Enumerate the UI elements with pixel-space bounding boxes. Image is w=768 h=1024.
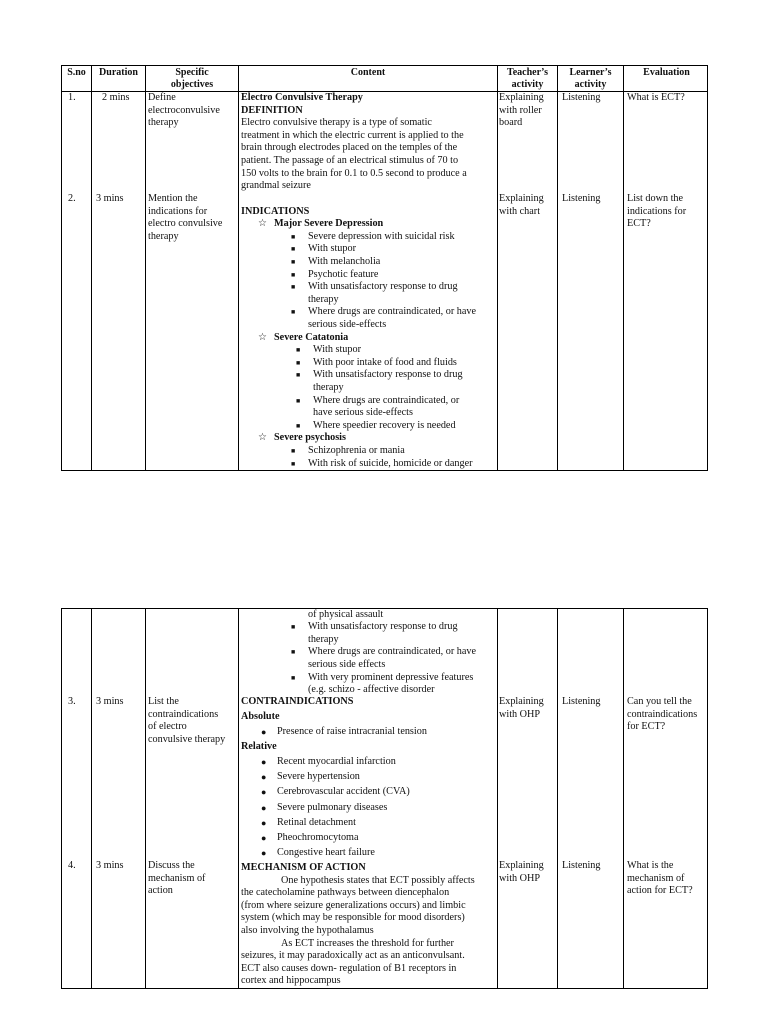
star-bullet-icon: ☆ bbox=[258, 331, 267, 343]
learner-activity: Listening bbox=[562, 193, 601, 204]
square-bullet-icon: ■ bbox=[296, 421, 301, 430]
round-bullet-icon: ● bbox=[261, 848, 267, 859]
square-bullet-icon: ■ bbox=[291, 308, 296, 317]
content-list-item: Severe depression with suicidal risk bbox=[308, 230, 455, 242]
evaluation-question: What is ECT? bbox=[627, 92, 685, 103]
column-divider bbox=[557, 609, 558, 988]
row-objective: indications for bbox=[148, 205, 208, 217]
row-objective: electroconvulsive bbox=[148, 104, 220, 116]
content-list-item: therapy bbox=[308, 633, 339, 645]
evaluation-question: List down the bbox=[627, 193, 684, 204]
content-text: (from where seizure generalizations occurs) and limbic bbox=[241, 899, 466, 911]
content-list-item: With melancholia bbox=[308, 256, 381, 267]
content-text: As ECT increases the threshold for further bbox=[281, 937, 454, 949]
star-bullet-icon: ☆ bbox=[258, 218, 267, 230]
content-list-item: Cerebrovascular accident (CVA) bbox=[277, 786, 410, 798]
square-bullet-icon: ■ bbox=[291, 648, 296, 657]
content-title: Electro Convulsive Therapy bbox=[241, 92, 363, 103]
content-list-item: With stupor bbox=[308, 243, 356, 255]
content-subheading: Relative bbox=[241, 741, 277, 752]
content-list-item: Where drugs are contraindicated, or bbox=[313, 394, 460, 406]
content-list-item: Severe pulmonary diseases bbox=[277, 801, 388, 813]
content-list-item: With very prominent depressive features bbox=[308, 671, 474, 683]
round-bullet-icon: ● bbox=[261, 802, 267, 813]
content-text: also involving the hypothalamus bbox=[241, 925, 374, 936]
column-divider bbox=[497, 66, 498, 470]
row-objective: electro convulsive bbox=[148, 218, 223, 230]
evaluation-question: ECT? bbox=[627, 218, 651, 230]
teacher-activity: Explaining bbox=[499, 92, 544, 103]
evaluation-question: for ECT? bbox=[627, 721, 666, 733]
row-number: 2. bbox=[68, 193, 76, 204]
row-duration: 3 mins bbox=[96, 860, 124, 871]
content-list-item: Severe hypertension bbox=[277, 771, 360, 783]
row-number: 1. bbox=[68, 92, 76, 103]
header-objectives: Specific bbox=[175, 67, 209, 78]
column-divider bbox=[91, 609, 92, 988]
square-bullet-icon: ■ bbox=[291, 673, 296, 682]
lesson-plan-table-1 bbox=[61, 65, 708, 471]
square-bullet-icon: ■ bbox=[291, 623, 296, 632]
learner-activity: Listening bbox=[562, 860, 601, 871]
content-list-item: Recent myocardial infarction bbox=[277, 756, 396, 767]
content-list-item: With unsatisfactory response to drug bbox=[308, 281, 458, 293]
lesson-plan-table-2 bbox=[61, 608, 708, 989]
row-objective: mechanism of bbox=[148, 872, 206, 884]
content-subheading: Severe psychosis bbox=[274, 432, 346, 444]
header-duration: Duration bbox=[99, 67, 138, 78]
row-objective: of electro bbox=[148, 721, 187, 733]
header-content: Content bbox=[350, 67, 386, 78]
content-text: system (which may be responsible for mood disorders) bbox=[241, 912, 465, 924]
star-bullet-icon: ☆ bbox=[258, 432, 267, 444]
round-bullet-icon: ● bbox=[261, 772, 267, 783]
square-bullet-icon: ■ bbox=[291, 258, 296, 266]
content-text: cortex and hippocampus bbox=[241, 975, 341, 987]
square-bullet-icon: ■ bbox=[296, 346, 301, 355]
row-duration: 3 mins bbox=[96, 193, 124, 204]
teacher-activity: with chart bbox=[499, 205, 541, 217]
column-divider bbox=[557, 66, 558, 470]
content-list-item: of physical assault bbox=[308, 608, 384, 620]
column-divider bbox=[623, 609, 624, 988]
header-teacher: Teacher’s bbox=[506, 67, 549, 78]
square-bullet-icon: ■ bbox=[291, 459, 296, 468]
teacher-activity: Explaining bbox=[499, 193, 544, 204]
content-list-item: serious side-effects bbox=[308, 319, 387, 330]
row-objective: Define bbox=[148, 92, 176, 103]
header-sno: S.no bbox=[67, 67, 86, 78]
content-heading: INDICATIONS bbox=[241, 205, 310, 217]
content-text: patient. The passage of an electrical stimulus of 70 to bbox=[241, 155, 459, 166]
column-divider bbox=[497, 609, 498, 988]
teacher-activity: with OHP bbox=[499, 872, 541, 884]
row-objective: List the bbox=[148, 696, 179, 707]
column-divider bbox=[238, 66, 239, 470]
content-list-item: With stupor bbox=[313, 344, 361, 356]
evaluation-question: Can you tell the bbox=[627, 696, 692, 707]
content-heading: CONTRAINDICATIONS bbox=[241, 696, 354, 707]
content-list-item: Where speedier recovery is needed bbox=[313, 419, 456, 431]
header-teacher: activity bbox=[511, 79, 544, 90]
teacher-activity: Explaining bbox=[499, 696, 544, 707]
column-divider bbox=[145, 609, 146, 988]
content-text: One hypothesis states that ECT possibly affects bbox=[281, 874, 475, 886]
row-objective: contraindications bbox=[148, 708, 219, 720]
row-objective: convulsive therapy bbox=[148, 733, 226, 745]
content-list-item: serious side effects bbox=[308, 658, 386, 670]
square-bullet-icon: ■ bbox=[291, 447, 296, 455]
content-list-item: Where drugs are contraindicated, or have bbox=[308, 306, 477, 318]
round-bullet-icon: ● bbox=[261, 833, 267, 843]
evaluation-question: action for ECT? bbox=[627, 885, 693, 897]
content-text: grandmal seizure bbox=[241, 180, 311, 192]
content-list-item: With unsatisfactory response to drug bbox=[308, 621, 458, 633]
evaluation-question: mechanism of bbox=[627, 872, 685, 884]
content-list-item: With poor intake of food and fluids bbox=[313, 356, 457, 368]
content-list-item: Schizophrenia or mania bbox=[308, 445, 405, 456]
row-duration: 3 mins bbox=[96, 696, 124, 707]
content-text: 150 volts to the brain for 0.1 to 0.5 second to produce a bbox=[241, 167, 467, 179]
column-divider bbox=[623, 66, 624, 470]
content-list-item: Presence of raise intracranial tension bbox=[277, 726, 427, 737]
header-learner: activity bbox=[574, 79, 607, 90]
header-learner: Learner’s bbox=[569, 67, 612, 78]
square-bullet-icon: ■ bbox=[296, 371, 301, 380]
evaluation-question: indications for bbox=[627, 205, 687, 217]
column-divider bbox=[238, 609, 239, 988]
content-text: ECT also causes down- regulation of B1 receptors in bbox=[241, 962, 457, 974]
square-bullet-icon: ■ bbox=[296, 358, 301, 367]
content-heading: DEFINITION bbox=[241, 104, 303, 116]
content-text: brain through electrodes placed on the temples of the bbox=[241, 142, 458, 154]
content-list-item: (e.g. schizo - affective disorder bbox=[308, 684, 435, 696]
header-objectives: objectives bbox=[170, 79, 214, 90]
content-text: treatment in which the electric current is applied to the bbox=[241, 129, 464, 141]
content-subheading: Absolute bbox=[241, 711, 280, 722]
row-number: 4. bbox=[68, 860, 76, 871]
round-bullet-icon: ● bbox=[261, 727, 267, 737]
content-list-item: therapy bbox=[313, 382, 344, 393]
content-list-item: have serious side-effects bbox=[313, 407, 413, 419]
row-objective: Mention the bbox=[148, 193, 198, 204]
round-bullet-icon: ● bbox=[261, 817, 267, 828]
content-text: the catecholamine pathways between diencephalon bbox=[241, 887, 450, 899]
evaluation-question: contraindications bbox=[627, 708, 698, 720]
header-evaluation: Evaluation bbox=[643, 67, 690, 78]
content-list-item: therapy bbox=[308, 293, 339, 305]
evaluation-question: What is the bbox=[627, 860, 674, 871]
square-bullet-icon: ■ bbox=[291, 270, 296, 279]
teacher-activity: with roller bbox=[499, 104, 542, 116]
row-objective: therapy bbox=[148, 230, 179, 242]
content-list-item: Pheochromocytoma bbox=[277, 832, 359, 843]
square-bullet-icon: ■ bbox=[296, 396, 301, 405]
content-text: Electro convulsive therapy is a type of somatic bbox=[241, 117, 432, 129]
teacher-activity: with OHP bbox=[499, 708, 541, 720]
content-list-item: With unsatisfactory response to drug bbox=[313, 369, 463, 381]
content-subheading: Major Severe Depression bbox=[274, 218, 384, 230]
row-duration: 2 mins bbox=[102, 92, 130, 103]
column-divider bbox=[91, 66, 92, 470]
row-number: 3. bbox=[68, 696, 76, 707]
row-objective: action bbox=[148, 885, 173, 897]
row-objective: therapy bbox=[148, 117, 179, 129]
content-list-item: Where drugs are contraindicated, or have bbox=[308, 646, 477, 658]
content-list-item: Retinal detachment bbox=[277, 816, 356, 828]
column-divider bbox=[145, 66, 146, 470]
round-bullet-icon: ● bbox=[261, 787, 267, 798]
content-subheading: Severe Catatonia bbox=[274, 331, 349, 343]
content-list-item: Psychotic feature bbox=[308, 268, 379, 280]
content-text: seizures, it may paradoxically act as an anticonvulsant. bbox=[241, 950, 465, 962]
teacher-activity: Explaining bbox=[499, 860, 544, 871]
round-bullet-icon: ● bbox=[261, 757, 267, 767]
square-bullet-icon: ■ bbox=[291, 245, 296, 254]
learner-activity: Listening bbox=[562, 92, 601, 103]
content-heading: MECHANISM OF ACTION bbox=[241, 862, 366, 873]
row-objective: Discuss the bbox=[148, 860, 195, 871]
teacher-activity: board bbox=[499, 117, 523, 129]
square-bullet-icon: ■ bbox=[291, 232, 296, 241]
square-bullet-icon: ■ bbox=[291, 283, 296, 292]
learner-activity: Listening bbox=[562, 696, 601, 707]
content-list-item: Congestive heart failure bbox=[277, 847, 375, 859]
content-list-item: With risk of suicide, homicide or danger bbox=[308, 457, 473, 469]
